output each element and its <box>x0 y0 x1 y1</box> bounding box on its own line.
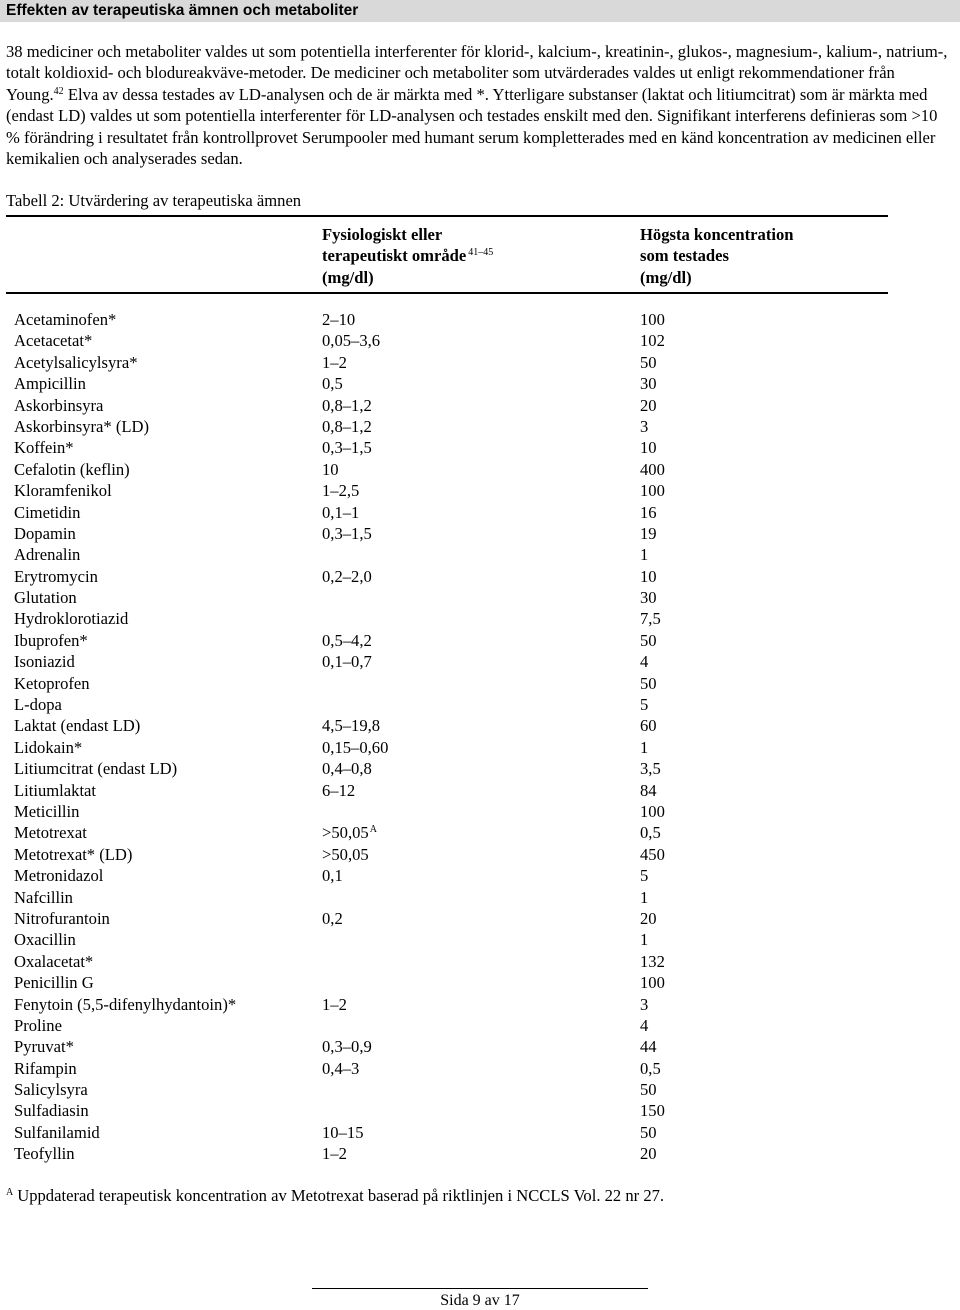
max-concentration: 102 <box>640 331 665 351</box>
substance-name: Dopamin <box>14 523 76 543</box>
intro-text-part2: Elva av dessa testades av LD-analysen och de är märkta med *. Ytterligare substanser (laktat och litiumcitrat) som är märkta med (endast LD) valdes ut som potentiella interferenter för LD-analysen och testades enskilt med den. Signifikant interferens definieras som >10 % förändring i resultatet från kontrollprovet Serumpooler med humant serum kompletterades med en känd koncentration av medicinen eller kemikalien och analyserades sedan. <box>6 84 938 169</box>
table-row <box>14 780 914 801</box>
table-row <box>14 908 914 929</box>
column-header-max-line3: (mg/dl) <box>640 267 692 287</box>
max-concentration: 7,5 <box>640 609 661 629</box>
therapeutic-range-value: 0,1 <box>322 866 343 886</box>
max-concentration: 10 <box>640 566 657 586</box>
therapeutic-range-value: 0,2–2,0 <box>322 566 372 586</box>
max-concentration: 50 <box>640 673 657 693</box>
footnote-marker: A <box>6 1187 14 1198</box>
table-row <box>14 437 914 458</box>
max-concentration: 50 <box>640 1080 657 1100</box>
column-header-range-reference: 41–45 <box>468 247 494 259</box>
table-row <box>14 929 914 950</box>
substance-name: Litiumcitrat (endast LD) <box>14 759 178 779</box>
table-row <box>14 801 914 822</box>
max-concentration: 100 <box>640 801 665 821</box>
substance-name: Oxacillin <box>14 930 76 950</box>
table-row <box>14 865 914 886</box>
therapeutic-range-value: 1–2,5 <box>322 481 360 501</box>
therapeutic-range <box>322 459 339 480</box>
table-row <box>14 972 914 993</box>
max-concentration: 50 <box>640 352 657 372</box>
table-row <box>14 694 914 715</box>
therapeutic-range <box>322 822 377 843</box>
column-header-range-line3: (mg/dl) <box>322 267 374 287</box>
therapeutic-range <box>322 994 347 1015</box>
table-row <box>14 544 914 565</box>
max-concentration: 10 <box>640 438 657 458</box>
substance-name: Metotrexat <box>14 823 87 843</box>
table-row <box>14 416 914 437</box>
max-concentration: 44 <box>640 1037 657 1057</box>
max-concentration: 100 <box>640 973 665 993</box>
therapeutic-range-value: 0,1–0,7 <box>322 652 372 672</box>
table-row <box>14 844 914 865</box>
therapeutic-range-value: 0,2 <box>322 908 343 928</box>
max-concentration: 100 <box>640 481 665 501</box>
max-concentration: 1 <box>640 930 649 950</box>
substance-name: Metronidazol <box>14 866 104 886</box>
intro-paragraph <box>6 41 952 169</box>
table-top-rule <box>6 215 888 217</box>
max-concentration: 50 <box>640 630 657 650</box>
max-concentration: 132 <box>640 951 665 971</box>
table-row <box>14 887 914 908</box>
table-row <box>14 587 914 608</box>
substance-name: Salicylsyra <box>14 1080 88 1100</box>
table-row <box>14 373 914 394</box>
substance-name: L-dopa <box>14 695 62 715</box>
table-row <box>14 1143 914 1164</box>
therapeutic-range-value: 0,8–1,2 <box>322 395 372 415</box>
therapeutic-range <box>322 566 372 587</box>
max-concentration: 1 <box>640 545 649 565</box>
therapeutic-range <box>322 502 359 523</box>
table-row <box>14 758 914 779</box>
table-row <box>14 309 914 330</box>
substance-name: Askorbinsyra* (LD) <box>14 416 150 436</box>
max-concentration: 20 <box>640 908 657 928</box>
column-header-max-line2: som testades <box>640 246 729 266</box>
substance-name: Fenytoin (5,5-difenylhydantoin)* <box>14 994 237 1014</box>
therapeutic-range-value: >50,05 <box>322 823 369 843</box>
table-row <box>14 822 914 843</box>
substance-name: Penicillin G <box>14 973 94 993</box>
therapeutic-range-value: 1–2 <box>322 994 347 1014</box>
substance-name: Hydroklorotiazid <box>14 609 129 629</box>
max-concentration: 84 <box>640 780 657 800</box>
max-concentration: 30 <box>640 588 657 608</box>
substance-name: Pyruvat* <box>14 1037 74 1057</box>
column-header-range-line2-text: terapeutiskt område <box>322 246 467 266</box>
substance-name: Isoniazid <box>14 652 75 672</box>
max-concentration: 3 <box>640 994 649 1014</box>
therapeutic-range <box>322 416 372 437</box>
max-concentration: 5 <box>640 866 649 886</box>
max-concentration: 0,5 <box>640 1058 661 1078</box>
therapeutic-range-value: 0,3–1,5 <box>322 523 372 543</box>
column-header-max <box>640 224 794 288</box>
table-row <box>14 951 914 972</box>
table-row <box>14 1122 914 1143</box>
table-row <box>14 630 914 651</box>
section-heading: Effekten av terapeutiska ämnen och metaboliter <box>6 2 359 19</box>
substance-name: Lidokain* <box>14 737 83 757</box>
substance-name: Erytromycin <box>14 566 98 586</box>
max-concentration: 450 <box>640 844 665 864</box>
substance-name: Glutation <box>14 588 77 608</box>
substance-name: Ibuprofen* <box>14 630 88 650</box>
column-header-range-line2 <box>322 245 493 266</box>
therapeutic-range <box>322 480 359 501</box>
column-header-range-line1: Fysiologiskt eller <box>322 225 443 244</box>
therapeutic-range <box>322 651 372 672</box>
therapeutic-range <box>322 908 343 929</box>
therapeutic-range-value: 0,3–0,9 <box>322 1037 372 1057</box>
therapeutic-range <box>322 780 355 801</box>
therapeutic-range <box>322 630 372 651</box>
max-concentration: 4 <box>640 652 649 672</box>
therapeutic-range-value: >50,05 <box>322 844 369 864</box>
substance-name: Adrenalin <box>14 545 81 565</box>
substance-name: Acetacetat* <box>14 331 93 351</box>
therapeutic-range-value: 6–12 <box>322 780 356 800</box>
therapeutic-range <box>322 1058 359 1079</box>
max-concentration: 30 <box>640 374 657 394</box>
substance-name: Koffein* <box>14 438 74 458</box>
max-concentration: 20 <box>640 395 657 415</box>
table-title: Tabell 2: Utvärdering av terapeutiska ämnen <box>6 191 302 210</box>
column-header-range <box>322 224 493 288</box>
table-row <box>14 651 914 672</box>
substance-name: Nitrofurantoin <box>14 908 110 928</box>
therapeutic-range <box>322 395 372 416</box>
therapeutic-range <box>322 758 372 779</box>
max-concentration: 4 <box>640 1015 649 1035</box>
therapeutic-range-value: 0,05–3,6 <box>322 331 381 351</box>
substance-name: Ketoprofen <box>14 673 90 693</box>
therapeutic-range <box>322 352 347 373</box>
therapeutic-range-value: 0,5 <box>322 374 343 394</box>
therapeutic-range <box>322 1036 372 1057</box>
table-row <box>14 608 914 629</box>
table-row <box>14 566 914 587</box>
table-row <box>14 459 914 480</box>
therapeutic-range <box>322 309 355 330</box>
substance-name: Acetaminofen* <box>14 310 117 329</box>
max-concentration: 5 <box>640 695 649 715</box>
table-row <box>14 1036 914 1057</box>
table-row <box>14 1100 914 1121</box>
substance-name: Acetylsalicylsyra* <box>14 352 138 372</box>
therapeutic-range <box>322 373 343 394</box>
therapeutic-range-value: 0,5–4,2 <box>322 630 372 650</box>
therapeutic-range-value: 10–15 <box>322 1122 364 1142</box>
table-row <box>14 480 914 501</box>
substance-name: Nafcillin <box>14 887 73 907</box>
max-concentration: 1 <box>640 737 649 757</box>
substance-name: Metotrexat* (LD) <box>14 844 133 864</box>
therapeutic-range-value: 1–2 <box>322 1144 347 1164</box>
therapeutic-range-value: 0,4–0,8 <box>322 759 372 779</box>
table-body <box>14 309 914 1165</box>
table-row <box>14 994 914 1015</box>
therapeutic-range-value: 10 <box>322 459 339 479</box>
table-row <box>14 395 914 416</box>
max-concentration: 0,5 <box>640 823 661 843</box>
intro-text-part1: 38 mediciner och metaboliter valdes ut som potentiella interferenter för klorid-, kalcium-, kreatinin-, glukos-, magnesium-, kalium-, natrium-, totalt koldioxid- och blodureakväve-metoder. De mediciner och metaboliter som utvärderades valdes ut enligt rekommendationer från Young. <box>6 42 948 104</box>
max-concentration: 19 <box>640 523 657 543</box>
table-row <box>14 1015 914 1036</box>
max-concentration: 50 <box>640 1122 657 1142</box>
table-header-rule <box>6 292 888 294</box>
therapeutic-range-value: 4,5–19,8 <box>322 716 381 736</box>
substance-name: Ampicillin <box>14 374 86 394</box>
therapeutic-range <box>322 737 388 758</box>
table-row <box>14 1079 914 1100</box>
max-concentration: 1 <box>640 887 649 907</box>
table-row <box>14 502 914 523</box>
therapeutic-range <box>322 523 372 544</box>
substance-name: Askorbinsyra <box>14 395 104 415</box>
max-concentration: 150 <box>640 1101 665 1121</box>
substance-name: Cimetidin <box>14 502 81 522</box>
table-row <box>14 715 914 736</box>
substance-name: Oxalacetat* <box>14 951 94 971</box>
page-number: Sida 9 av 17 <box>440 1292 520 1309</box>
table-row <box>14 673 914 694</box>
therapeutic-range <box>322 330 380 351</box>
therapeutic-range <box>322 437 372 458</box>
max-concentration: 400 <box>640 459 665 479</box>
footnote-text: Uppdaterad terapeutisk koncentration av Metotrexat baserad på riktlinjen i NCCLS Vol. 22 nr 27. <box>17 1186 665 1205</box>
therapeutic-range-footnote-marker: A <box>369 824 377 836</box>
substance-name: Cefalotin (keflin) <box>14 459 130 479</box>
therapeutic-range-value: 0,15–0,60 <box>322 737 389 757</box>
column-header-max-line1: Högsta koncentration <box>640 225 794 244</box>
table-footnote <box>6 1185 664 1207</box>
therapeutic-range <box>322 844 369 865</box>
max-concentration: 60 <box>640 716 657 736</box>
therapeutic-range <box>322 1122 363 1143</box>
substance-name: Kloramfenikol <box>14 481 112 501</box>
max-concentration: 3,5 <box>640 759 661 779</box>
substance-name: Litiumlaktat <box>14 780 97 800</box>
max-concentration: 16 <box>640 502 657 522</box>
table-row <box>14 1058 914 1079</box>
therapeutic-range-value: 0,1–1 <box>322 502 360 522</box>
substance-name: Sulfadiasin <box>14 1101 89 1121</box>
max-concentration: 3 <box>640 416 649 436</box>
substance-name: Teofyllin <box>14 1144 75 1164</box>
substance-name: Sulfanilamid <box>14 1122 100 1142</box>
therapeutic-range <box>322 715 380 736</box>
max-concentration: 100 <box>640 310 665 329</box>
table-row <box>14 352 914 373</box>
substance-name: Rifampin <box>14 1058 77 1078</box>
table-row <box>14 737 914 758</box>
therapeutic-range <box>322 865 343 886</box>
footer-rule <box>312 1288 648 1289</box>
substance-name: Laktat (endast LD) <box>14 716 141 736</box>
therapeutic-range-value: 0,3–1,5 <box>322 438 372 458</box>
therapeutic-range <box>322 1143 347 1164</box>
substance-name: Proline <box>14 1015 62 1035</box>
therapeutic-range-value: 0,4–3 <box>322 1058 360 1078</box>
substance-name: Meticillin <box>14 801 80 821</box>
intro-reference: 42 <box>53 85 64 97</box>
therapeutic-range-value: 1–2 <box>322 352 347 372</box>
therapeutic-range-value: 2–10 <box>322 310 356 329</box>
table-row <box>14 523 914 544</box>
max-concentration: 20 <box>640 1144 657 1164</box>
table-row <box>14 330 914 351</box>
therapeutic-range-value: 0,8–1,2 <box>322 416 372 436</box>
